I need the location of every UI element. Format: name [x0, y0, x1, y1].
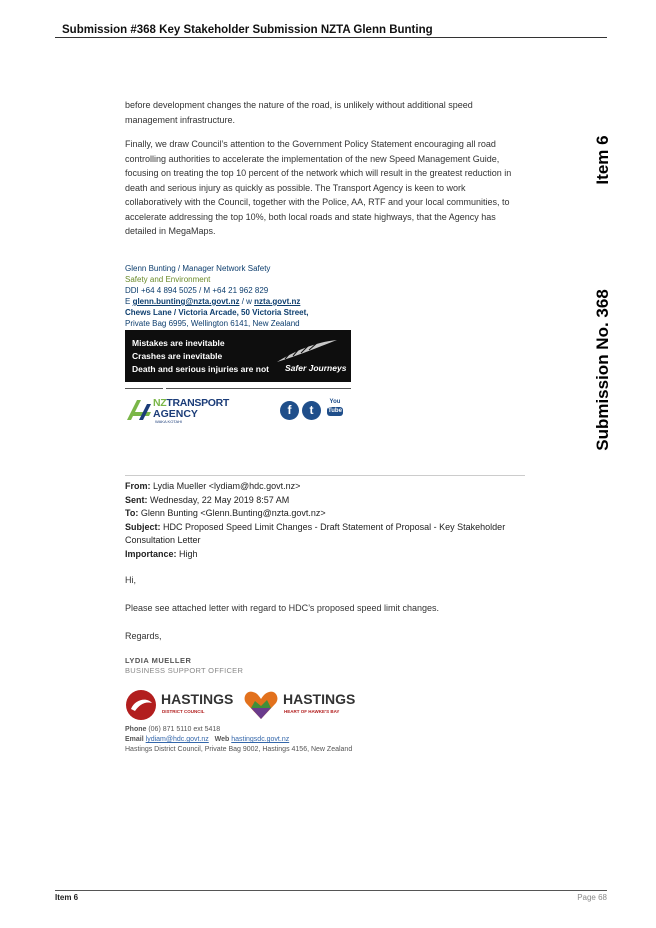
phone-value: (06) 871 5110 ext 5418	[146, 726, 221, 733]
to-label: To:	[125, 508, 139, 518]
signature-divider-short	[125, 388, 163, 389]
hdc-logo2-sub: HEART OF HAWKE'S BAY	[284, 709, 340, 714]
nzta-signature	[125, 263, 308, 329]
nzta-logo-line2: AGENCY	[153, 408, 198, 420]
sender-name-title: Glenn Bunting / Manager Network Safety	[125, 264, 271, 273]
sender-org: Safety and Environment	[125, 275, 211, 284]
hdc-logo1-title: HASTINGS	[161, 691, 234, 707]
letter-body	[125, 98, 525, 249]
hawkes-bay-heart-icon	[243, 689, 279, 721]
hdc-emblem-icon	[125, 689, 157, 721]
sender-web-link[interactable]: nzta.govt.nz	[254, 297, 301, 306]
sender-phone: DDI +64 4 894 5025 / M +64 21 962 829	[125, 286, 269, 295]
banner-line-2: Crashes are inevitable	[132, 351, 223, 361]
sender-address-2: Private Bag 6995, Wellington 6141, New Zealand	[125, 319, 300, 328]
nzta-mark-icon	[125, 398, 153, 422]
youtube-you: You	[329, 399, 341, 405]
subject-label: Subject:	[125, 521, 161, 532]
hdc-sender-title: BUSINESS SUPPORT OFFICER	[125, 666, 244, 675]
banner-line-3: Death and serious injuries are not	[132, 364, 269, 374]
sender-email-link[interactable]: glenn.bunting@nzta.govt.nz	[132, 297, 240, 306]
hdc-contact-details	[125, 725, 352, 755]
hdc-email-web	[125, 735, 352, 745]
subject-value: HDC Proposed Speed Limit Changes - Draft Statement of Proposal - Key Stakeholder Consultation Letter	[125, 521, 506, 545]
nzta-logo-transport: TRANSPORT	[166, 397, 230, 409]
email-label: Email	[125, 736, 144, 743]
hdc-web-link[interactable]: hastingsdc.govt.nz	[231, 736, 290, 743]
hdc-logo2-title: HASTINGS	[283, 691, 356, 707]
side-submission-label: Submission No. 368	[593, 289, 612, 451]
email-sent	[125, 494, 525, 508]
hastings-district-council-logo	[125, 688, 235, 722]
side-item-label: Item 6	[593, 135, 612, 185]
footer-item-label: Item 6	[55, 893, 79, 902]
email-header	[125, 480, 525, 561]
web-label: Web	[214, 736, 230, 743]
email-importance	[125, 548, 525, 562]
sender-address-1: Chews Lane / Victoria Arcade, 50 Victoria Street,	[125, 308, 309, 317]
footer-page-number: Page 68	[577, 893, 607, 902]
email-to	[125, 507, 525, 521]
hdc-phone	[125, 725, 352, 735]
sent-label: Sent:	[125, 494, 148, 505]
hdc-address: Hastings District Council, Private Bag 9002, Hastings 4156, New Zealand	[125, 746, 353, 753]
body-paragraph-1: before development changes the nature of the road, is unlikely without additional speed management infrastructure.	[125, 100, 473, 125]
hdc-email-link[interactable]: lydiam@hdc.govt.nz	[145, 736, 209, 743]
sent-value: Wednesday, 22 May 2019 8:57 AM	[147, 494, 290, 505]
youtube-icon[interactable]	[327, 399, 343, 416]
hastings-heart-logo	[243, 688, 358, 722]
web-prefix: / w	[239, 297, 255, 306]
safer-journeys-banner	[125, 330, 351, 382]
email-greeting: Hi,	[125, 575, 136, 585]
to-value: Glenn Bunting <Glenn.Bunting@nzta.govt.nz>	[138, 508, 326, 518]
body-paragraph-2: Finally, we draw Council’s attention to the Government Policy Statement encouraging all road controlling authorities to accelerate the implementation of the new Speed Management Guide, focusing on treating the top 10 percent of the network which will result in the greatest reduction in death and serious injury as quickly as possible. The Transport Agency is keen to work collaboratively with the Council, together with the Police, AA, RTF and your local communities, to accelerate addressing the top 10%, both local roads and state highways, that the Agency has detailed in MegaMaps.	[125, 139, 512, 236]
nzta-logo-nz: NZ	[153, 397, 167, 409]
hdc-logo1-sub: DISTRICT COUNCIL	[162, 709, 205, 714]
page-header-title: Submission #368 Key Stakeholder Submission NZTA Glenn Bunting	[62, 24, 433, 36]
fern-icon	[275, 338, 339, 364]
hdc-sender-name: LYDIA MUELLER	[125, 656, 192, 665]
phone-label: Phone	[125, 726, 147, 733]
header-divider	[55, 37, 607, 38]
email-divider	[125, 475, 525, 476]
facebook-icon[interactable]: f	[280, 401, 299, 420]
signature-divider-long	[166, 388, 351, 389]
footer-divider	[55, 890, 607, 891]
email-subject	[125, 521, 525, 548]
email-from	[125, 480, 525, 494]
importance-value: High	[176, 548, 198, 559]
from-value: Lydia Mueller <lydiam@hdc.govt.nz>	[150, 481, 301, 491]
from-label: From:	[125, 481, 151, 491]
email-closing: Regards,	[125, 631, 162, 641]
twitter-icon[interactable]: t	[302, 401, 321, 420]
nzta-logo	[125, 396, 235, 424]
sender-contact-line	[125, 296, 308, 307]
youtube-tube: Tube	[328, 408, 342, 414]
email-message: Please see attached letter with regard to HDC’s proposed speed limit changes.	[125, 603, 440, 613]
email-prefix: E	[125, 297, 133, 306]
nzta-logo-line3: WAKA KOTAHI	[155, 419, 183, 424]
hdc-signature	[125, 656, 243, 676]
banner-line-1: Mistakes are inevitable	[132, 338, 225, 348]
importance-label: Importance:	[125, 548, 177, 559]
banner-brand: Safer Journeys	[285, 363, 347, 373]
